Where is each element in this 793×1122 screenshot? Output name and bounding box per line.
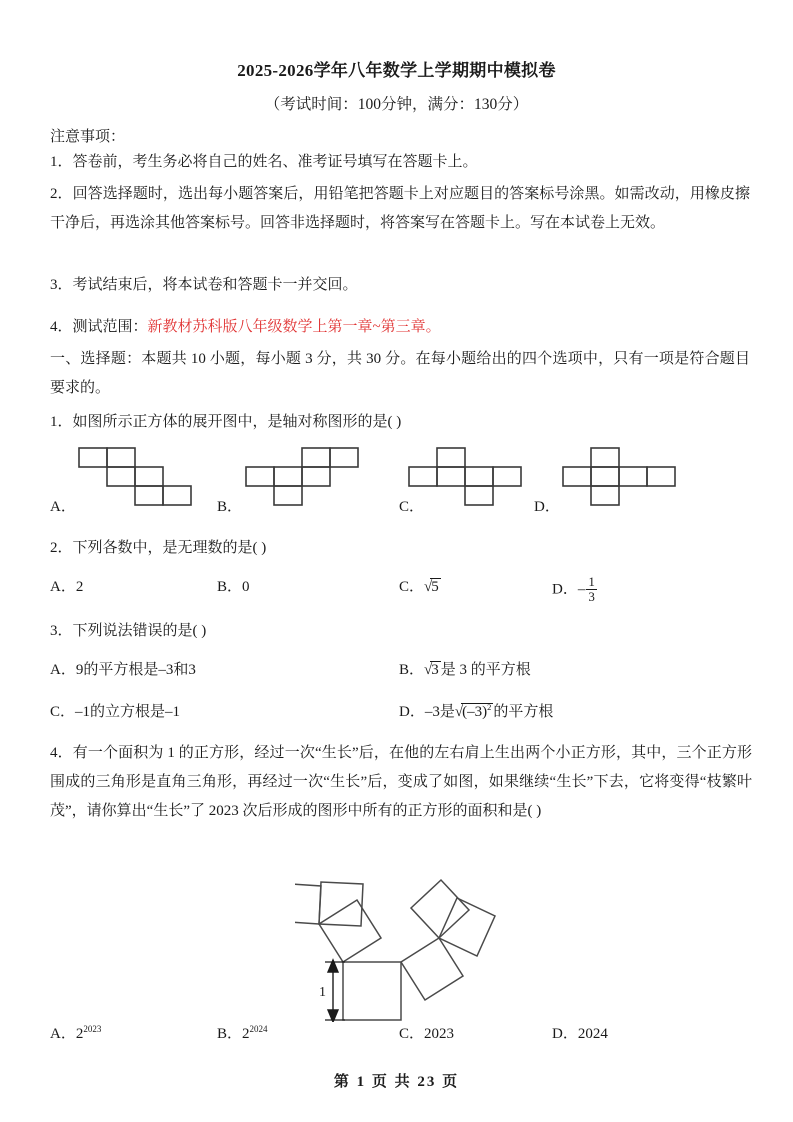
sqrt-5-expression: √5 xyxy=(424,579,439,595)
notice-item-3: 3．考试结束后，将本试卷和答题卡一并交回。 xyxy=(50,277,358,293)
question-3-options-row-1 xyxy=(50,658,752,688)
option-a-q4[interactable] xyxy=(50,1022,101,1043)
option-b-q4[interactable] xyxy=(217,1022,268,1043)
test-range-text: 新教材苏科版八年级数学上第一章~第三章。 xyxy=(147,319,441,335)
question-4-number: 4． xyxy=(50,745,73,761)
option-b-q3-label: B． xyxy=(399,662,425,678)
option-d-q4-value: 2024 xyxy=(577,1026,608,1042)
option-b-q4-exponent: 2024 xyxy=(249,1024,268,1034)
question-3-number: 3． xyxy=(50,623,73,639)
exam-subtitle: （考试时间：100分钟，满分：130分） xyxy=(264,96,529,113)
option-c-q3-value: –1的立方根是–1 xyxy=(75,704,181,720)
option-d-q3-label: D． xyxy=(399,704,425,720)
option-b-q4-base: 2 xyxy=(242,1026,250,1042)
option-a-q4-label: A． xyxy=(50,1026,76,1042)
option-a-q4-exponent: 2023 xyxy=(83,1024,102,1034)
notice-heading: 注意事项： xyxy=(50,129,126,145)
option-a-q2-value: 2 xyxy=(75,579,84,595)
option-c-q2-label: C． xyxy=(399,579,425,595)
option-d-q3[interactable]: D．–3是$√(-3)^2$ 的平方根 xyxy=(399,702,554,720)
option-a-q2[interactable] xyxy=(50,575,83,596)
notice-item-1: 1．答卷前，考生务必将自己的姓名、准考证号填写在答题卡上。 xyxy=(50,154,478,170)
option-a-q3-label: A． xyxy=(50,662,76,678)
question-1-text: 如图所示正方体的展开图中，是轴对称图形的是( ) xyxy=(72,414,402,430)
option-d-q4[interactable] xyxy=(552,1022,608,1043)
option-a-q4-base: 2 xyxy=(75,1026,84,1042)
option-a-q2-label: A． xyxy=(50,579,76,595)
question-3-text: 下列说法错误的是( ) xyxy=(72,623,207,639)
option-d-q2[interactable]: D．– $\frac{1}{3}$ xyxy=(552,574,595,604)
option-a-q3-value: 9的平方根是–3和3 xyxy=(75,662,196,678)
option-c-q2[interactable] xyxy=(399,575,441,596)
option-a-q3[interactable] xyxy=(50,658,196,679)
pythagoras-tree-figure xyxy=(295,862,510,1022)
question-2-stem xyxy=(50,534,752,563)
figure-dimension-label: 1 xyxy=(319,985,326,1000)
question-4-stem xyxy=(50,739,752,826)
page-footer: 第 1 页 共 23 页 xyxy=(333,1074,460,1090)
question-2-number: 2． xyxy=(50,540,73,556)
option-label-b-q1[interactable]: B． xyxy=(217,499,243,515)
question-4-text: 有一个面积为 1 的正方形，经过一次“生长”后，在他的左右肩上生出两个小正方形，其中，三个正方形围成的三角形是直角三角形，再经过一次“生长”后，变成了如图，如果继续“生长”下去，它将变得“枝繁叶茂”，请你算出“生长”了 2023 次后形成的图形中所有的正方形的面积和是( ) xyxy=(50,745,752,819)
question-1-number: 1． xyxy=(50,414,73,430)
question-2-text: 下列各数中，是无理数的是( ) xyxy=(72,540,267,556)
option-b-q2[interactable] xyxy=(217,575,250,596)
option-d-q4-label: D． xyxy=(552,1026,578,1042)
question-1-stem xyxy=(50,408,752,437)
option-b-q2-label: B． xyxy=(217,579,243,595)
question-2-options xyxy=(50,575,752,605)
option-c-q3[interactable] xyxy=(50,700,180,721)
notice-item-4 xyxy=(50,313,750,342)
question-4-options xyxy=(50,1022,752,1052)
page-title: 2025-2026学年八年数学上学期期中模拟卷 xyxy=(237,61,556,80)
option-label-c-q1[interactable]: C． xyxy=(399,499,425,515)
option-b-q2-value: 0 xyxy=(242,579,250,595)
fraction-one-third: $\frac{1}{3}$ xyxy=(588,574,595,604)
section-heading-choice: 一、选择题：本题共 10 小题，每小题 3 分，共 30 分。在每小题给出的四个选项中，只有一项是符合题目要求的。 xyxy=(50,351,750,396)
notice-4-prefix: 4．测试范围： xyxy=(50,319,148,335)
option-label-d-q1[interactable]: D． xyxy=(534,499,560,515)
option-b-q4-label: B． xyxy=(217,1026,243,1042)
sqrt-3-expression: √3 xyxy=(424,662,439,678)
question-1-option-labels xyxy=(50,495,752,525)
option-d-q2-label: D． xyxy=(552,581,578,598)
question-3-options-row-2 xyxy=(50,700,752,730)
notice-item-2: 2．回答选择题时，选出每小题答案后，用铅笔把答题卡上对应题目的答案标号涂黑。如需改动，用橡皮擦干净后，再选涂其他答案标号。回答非选择题时，将答案写在答题卡上。写在本试卷上无效。 xyxy=(50,186,750,231)
option-c-q4-value: 2023 xyxy=(424,1026,455,1042)
question-3-stem xyxy=(50,617,752,646)
option-label-a-q1[interactable]: A． xyxy=(50,499,76,515)
option-c-q4[interactable] xyxy=(399,1022,454,1043)
option-c-q4-label: C． xyxy=(399,1026,425,1042)
sqrt-neg-three-squared-expression: $√(-3)^2$ xyxy=(454,702,492,720)
option-b-q3[interactable]: B．√3 是 3 的平方根 xyxy=(399,662,531,678)
option-c-q3-label: C． xyxy=(50,704,76,720)
